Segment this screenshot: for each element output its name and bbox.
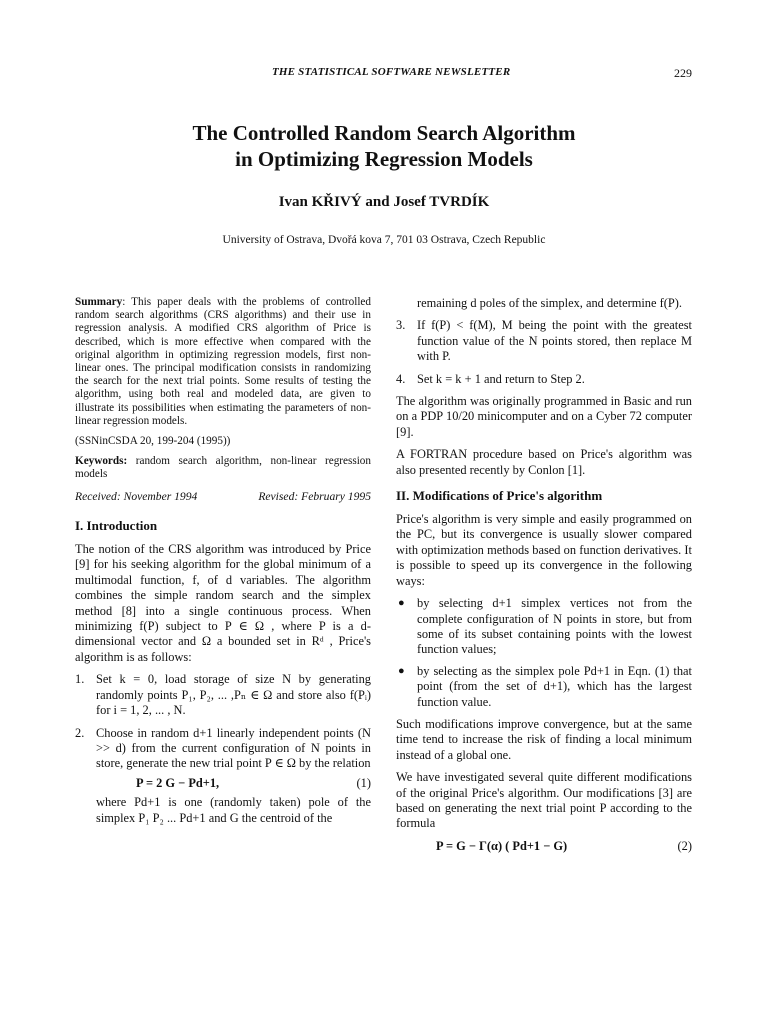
section-heading-modifications: II. Modifications of Price's algorithm	[396, 488, 603, 504]
affiliation: University of Ostrava, Dvořá kova 7, 701 03 Ostrava, Czech Republic	[222, 234, 546, 246]
citation: (SSNinCSDA 20, 199-204 (1995))	[75, 435, 231, 448]
received-date: Received: November 1994	[75, 489, 198, 503]
step-2	[75, 726, 371, 826]
step-number: 1.	[75, 672, 85, 687]
step-text-continued: where Pd+1 is one (randomly taken) pole of the simplex P₁ P₂ ... Pd+1 and G the centroid of the	[96, 795, 371, 825]
running-head: THE STATISTICAL SOFTWARE NEWSLETTER	[272, 66, 511, 78]
step-text: If f(P) < f(M), M being the point with the greatest function value of the N points stored, then replace M with P.	[417, 318, 692, 364]
authors: Ivan KŘIVÝ and Josef TVRDÍK	[278, 194, 490, 210]
dates	[75, 489, 371, 504]
bullet-text: by selecting d+1 simplex vertices not from the complete configuration of N points in store, but from some of its subset containing points with the lowest function values;	[417, 596, 692, 657]
step-number: 3.	[396, 318, 406, 333]
right-column	[396, 296, 692, 858]
equation-1	[96, 776, 371, 791]
left-column	[75, 296, 371, 833]
algorithm-steps	[75, 672, 371, 826]
step-3	[396, 318, 692, 364]
step-number: 2.	[75, 725, 85, 740]
equation-body: P = G − Γ(α) ( Pd+1 − G)	[436, 838, 568, 853]
equation-2	[396, 839, 692, 854]
step-text: Choose in random d+1 linearly independent points (N >> d) from the current configuration of N points in store, generate the new trial point P ∈ Ω by the relation	[96, 725, 371, 771]
page-number: 229	[674, 66, 692, 80]
summary	[75, 296, 371, 428]
revised-date: Revised: February 1995	[258, 489, 371, 503]
modification-list	[396, 596, 692, 710]
equation-number: (1)	[356, 775, 371, 790]
step-text: Set k = 0, load storage of size N by generating randomly points P₁, P₂, ... ,Pₙ ∈ Ω and store also f(Pᵢ) for i = 1, 2, ... , N.	[96, 672, 371, 718]
keywords-text: random search algorithm, non-linear regression models	[75, 455, 371, 481]
section-heading-introduction: I. Introduction	[75, 518, 158, 534]
intro-paragraph: The notion of the CRS algorithm was introduced by Price [9] for his seeking algorithm for the global minimum of a multimodal function, f, of d variables. The algorithm combines the simple random search and the simplex method [8] into a single continuous process. When minimizing f(P) subject to P ∈ Ω , where P is a d-dimensional vector and Ω a bounded set in Rᵈ , Price's algorithm is as follows:	[75, 542, 371, 664]
bullet-icon: ●	[398, 664, 405, 677]
step-2-continued: remaining d poles of the simplex, and determine f(P).	[417, 296, 682, 310]
paragraph-such: Such modifications improve convergence, but at the same time tend to increase the risk of finding a local minimum instead of a global one.	[396, 716, 692, 762]
paragraph-convergence: Price's algorithm is very simple and easily programmed on the PC, but its convergence is usually slower compared with optimization methods based on function derivatives. It is possible to speed up its convergence in the following ways:	[396, 512, 692, 588]
keywords	[75, 455, 371, 481]
keywords-label: Keywords:	[75, 455, 128, 468]
summary-text: : This paper deals with the problems of controlled random search algorithms (CRS algorithms) and their use in regression analysis. A modified CRS algorithm of Price is described, which is more effective when compared with the original algorithm in optimizing regression models, first non-linear ones. The principal modification consists in randomizing the search for the next trial points. Some results of testing the algorithm, using both real and modeled data, are given to illustrate its possibilities when estimating the parameters of non-linear regression models.	[75, 296, 371, 427]
bullet-item	[396, 664, 692, 710]
paper-title	[74, 120, 694, 172]
summary-label: Summary	[75, 296, 123, 308]
step-4	[396, 372, 692, 387]
step-1	[75, 672, 371, 718]
paragraph-investigated: We have investigated several quite different modifications of the original Price's algorithm. Our modifications [3] are based on generating the next trial point P according to the formula	[396, 770, 692, 831]
bullet-item	[396, 596, 692, 658]
bullet-text: by selecting as the simplex pole Pd+1 in Eqn. (1) that point (from the set of d+1), which has the largest function value.	[417, 663, 692, 709]
title-line-1: The Controlled Random Search Algorithm	[192, 121, 576, 145]
step-number: 4.	[396, 371, 406, 386]
step-text: Set k = k + 1 and return to Step 2.	[417, 371, 585, 386]
bullet-icon: ●	[398, 597, 405, 610]
paragraph-basic: The algorithm was originally programmed in Basic and run on a PDP 10/20 minicomputer and on a Cyber 72 computer [9].	[396, 394, 692, 439]
title-line-2: in Optimizing Regression Models	[235, 147, 533, 171]
equation-body: P = 2 G − Pd+1,	[136, 775, 220, 790]
algorithm-steps-continued	[396, 318, 692, 387]
paragraph-fortran: A FORTRAN procedure based on Price's algorithm was also presented recently by Conlon [1].	[396, 447, 692, 477]
equation-number: (2)	[677, 838, 692, 853]
